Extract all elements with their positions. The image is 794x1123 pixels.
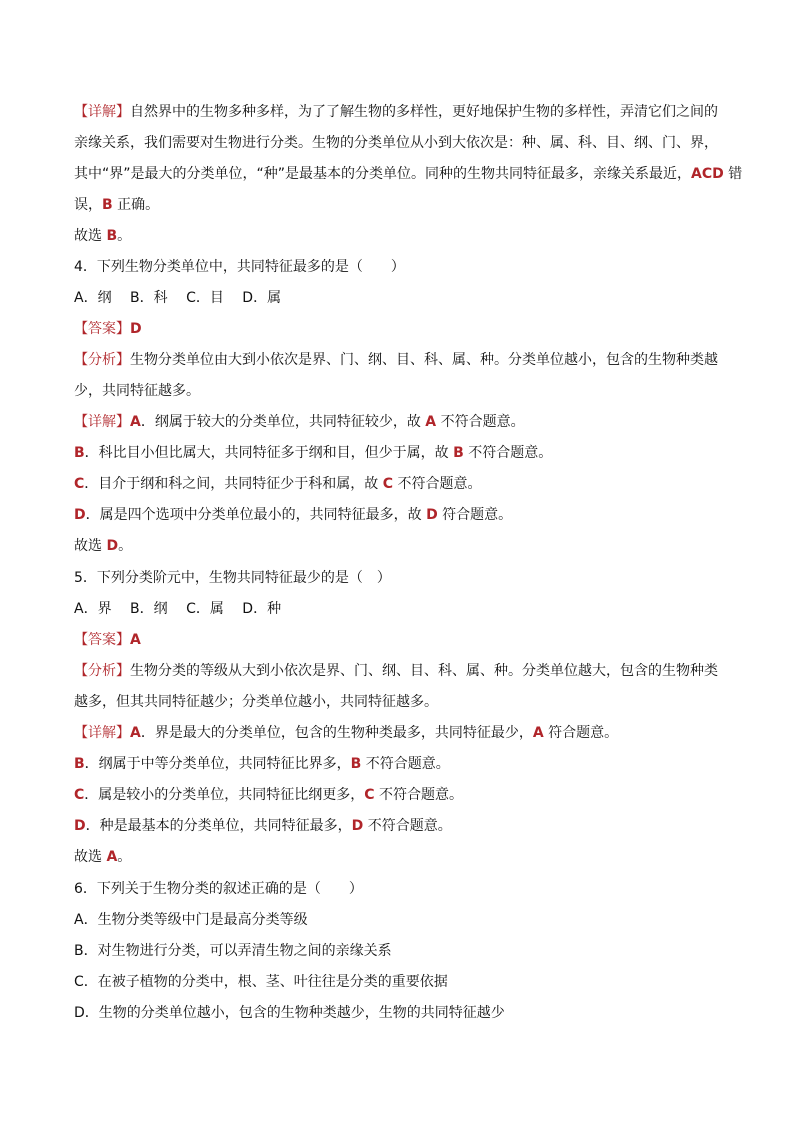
option-ref: C (364, 787, 375, 803)
option-ref: D (426, 507, 438, 523)
detail-text: 不符合题意。 (463, 445, 553, 461)
detail-line (74, 97, 724, 128)
detail-line (74, 749, 724, 780)
detail-text: 自然界中的生物多种多样，为了了解生物的多样性，更好地保护生物的多样性，弄清它们之间的 (130, 104, 718, 120)
question-5 (74, 563, 724, 873)
option-c: C．在被子植物的分类中，根、茎、叶往往是分类的重要依据 (74, 974, 448, 990)
detail-text: ．属是较小的分类单位，共同特征比纲更多， (84, 787, 365, 803)
detail-text: 不符合题意。 (393, 476, 482, 492)
detail-text: 不符合题意。 (363, 818, 452, 834)
choice-letter: B (106, 228, 118, 244)
detail-text: 符合题意。 (543, 725, 619, 741)
analysis-line: 少，共同特征越多。 (74, 383, 200, 399)
option-letter: C (74, 787, 85, 803)
question-stem: 4．下列生物分类单位中，共同特征最多的是（ ） (74, 259, 405, 275)
analysis-line: 越多，但其共同特征越少；分类单位越小，共同特征越多。 (74, 694, 438, 710)
choice-suffix: 。 (117, 849, 132, 865)
detail-text: ．纲属于较大的分类单位，共同特征较少，故 (140, 414, 426, 430)
detail-text: 不符合题意。 (436, 414, 525, 430)
option-b: B．对生物进行分类，可以弄清生物之间的亲缘关系 (74, 943, 392, 959)
choice-line (74, 531, 724, 562)
detail-line (74, 407, 724, 438)
highlight-letter: ACD (691, 166, 724, 182)
detail-line (74, 780, 724, 811)
detail-line: 亲缘关系，我们需要对生物进行分类。生物的分类单位从小到大依次是：种、属、科、目、纲、门、界， (74, 135, 718, 151)
detail-line (74, 438, 724, 469)
option-letter: D (74, 507, 86, 523)
prev-question-explanation (74, 97, 743, 252)
detail-line (74, 811, 724, 842)
option-d: D．生物的分类单位越小，包含的生物种类越少，生物的共同特征越少 (74, 1005, 505, 1021)
option-letter: C (74, 476, 85, 492)
question-6 (74, 874, 724, 1029)
question-options: A．界 B．纲 C．属 D．种 (74, 601, 282, 617)
detail-text: ．纲属于中等分类单位，共同特征比界多， (84, 756, 351, 772)
answer-line (74, 625, 724, 656)
choice-suffix: 。 (118, 538, 133, 554)
question-4 (74, 252, 724, 562)
choice-line (74, 221, 724, 252)
detail-text: ．科比目小但比属大，共同特征多于纲和目，但少于属，故 (84, 445, 454, 461)
choice-letter: D (106, 538, 119, 554)
option-ref: C (382, 476, 394, 492)
answer-letter: A (130, 632, 141, 648)
answer-letter: D (130, 321, 142, 337)
detail-text: ．界是最大的分类单位，包含的生物种类最多，共同特征最少， (140, 725, 533, 741)
choice-line (74, 842, 724, 873)
option-ref: B (350, 756, 362, 772)
analysis-tag: 【分析】 (74, 663, 130, 679)
detail-line (74, 469, 724, 500)
option-letter: A (130, 414, 141, 430)
answer-tag: 【答案】 (74, 632, 130, 648)
detail-line (74, 718, 724, 749)
option-letter: D (74, 818, 86, 834)
option-ref: B (453, 445, 464, 461)
analysis-tag: 【分析】 (74, 352, 130, 368)
choice-suffix: 。 (117, 228, 132, 244)
option-ref: D (351, 818, 364, 834)
detail-tag: 【详解】 (74, 725, 130, 741)
option-letter: B (74, 445, 85, 461)
choice-prefix: 故选 (74, 228, 107, 244)
detail-tag: 【详解】 (74, 104, 130, 120)
option-letter: A (130, 725, 141, 741)
answer-line (74, 314, 724, 345)
detail-text: 不符合题意。 (361, 756, 450, 772)
detail-text: ．属是四个选项中分类单位最小的，共同特征最多，故 (85, 507, 427, 523)
question-stem: 6．下列关于生物分类的叙述正确的是（ ） (74, 881, 363, 897)
analysis-text: 生物分类单位由大到小依次是界、门、纲、目、科、属、种。分类单位越小，包含的生物种类越 (130, 352, 718, 368)
choice-letter: A (106, 849, 118, 865)
detail-text: 误， (74, 197, 102, 213)
highlight-letter: B (102, 197, 113, 213)
detail-line (74, 159, 743, 190)
option-ref: A (532, 725, 544, 741)
detail-text: ．目介于纲和科之间，共同特征少于科和属，故 (84, 476, 383, 492)
detail-text: 其中“界”是最大的分类单位，“种”是最基本的分类单位。同种的生物共同特征最多，亲缘关系最近， (74, 166, 692, 182)
detail-line (74, 190, 724, 221)
option-ref: A (425, 414, 437, 430)
detail-text: ．种是最基本的分类单位，共同特征最多， (85, 818, 352, 834)
choice-prefix: 故选 (74, 538, 107, 554)
detail-text: 正确。 (112, 197, 160, 213)
analysis-line (74, 345, 724, 376)
detail-line (74, 500, 724, 531)
detail-text: 符合题意。 (437, 507, 513, 523)
analysis-line (74, 656, 724, 687)
detail-text: 不符合题意。 (374, 787, 464, 803)
choice-prefix: 故选 (74, 849, 107, 865)
option-a: A．生物分类等级中门是最高分类等级 (74, 912, 308, 928)
option-letter: B (74, 756, 85, 772)
detail-text: 错 (723, 166, 743, 182)
detail-tag: 【详解】 (74, 414, 130, 430)
answer-tag: 【答案】 (74, 321, 130, 337)
analysis-text: 生物分类的等级从大到小依次是界、门、纲、目、科、属、种。分类单位越大，包含的生物种类 (130, 663, 718, 679)
question-options: A．纲 B．科 C．目 D．属 (74, 290, 282, 306)
question-stem: 5．下列分类阶元中，生物共同特征最少的是（ ） (74, 570, 391, 586)
